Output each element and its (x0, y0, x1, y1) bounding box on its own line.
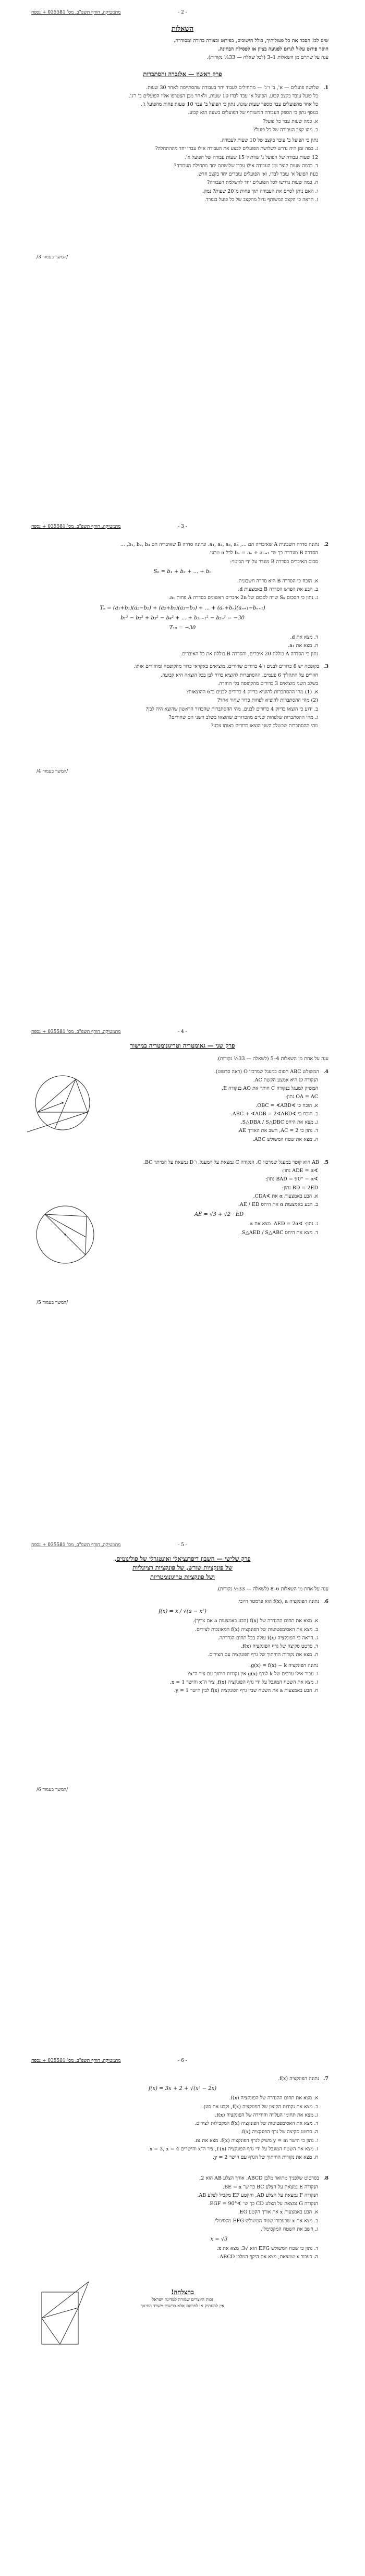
sub-question: מהי ההסתברות שבשלב השני הוצאו כדורים באותו צבע? (211, 723, 318, 729)
header-page-number: - 6 - (178, 2058, 187, 2063)
question-number: 5. (323, 1159, 328, 1165)
continued-note: /המשך בעמוד 3/ (36, 255, 68, 260)
question-4 (120, 1068, 328, 1143)
header-course: מתמטיקה, חורף תשפ"ב, מס' 035581 + נספח (31, 10, 121, 15)
q4-circle-diagram (26, 1071, 99, 1138)
question-text: בקופסה יש 8 כדורים לבנים ו־4 כדורים שחורים. מוציאים באקראי כדור מהקופסה ומחזירים אותו. (133, 664, 319, 670)
segment (86, 1216, 87, 1255)
formula: T₁₀ = −30 (169, 625, 196, 631)
page-body (36, 536, 328, 731)
sub-question: (2) מהי ההסתברות להוציא לפחות כדור שחור אחד? (217, 698, 318, 704)
segment (42, 2308, 78, 2318)
exam-page-4 (0, 1542, 365, 1813)
sub-question: ב. ידוע כי הוצאו בדיוק 4 כדורים לבנים. מהי ההסתברות שהכדור הראשון שהוצא היה לבן? (145, 706, 318, 712)
question-number: 4. (323, 1068, 328, 1075)
question-text: נתון כי הסדרה A כוללת 20 איברים, והסדרה B כוללת את כל האיברים. (180, 651, 318, 657)
part-title: ושל פונקציות טריגונומטריות (150, 1573, 215, 1581)
sub-question: ו. האם ניתן לסיים את העבודה תוך פחות מ־20 שעות? נמק. (202, 188, 318, 194)
question-text: כעת הפועל א' עובד לבדו, ואז הפועלים עובדים יחד בקצב חדש. (197, 171, 318, 177)
question-number: 6. (323, 1599, 328, 1604)
part-title: פרק ראשון — אלגברה והסתברות (143, 70, 222, 78)
question-text: שלושה פועלים — א', ב' ו־ג' — מתחילים לעבוד יחד בעבודה שהסתיימה לאחר 30 שעות. (146, 84, 319, 91)
segment (55, 1079, 76, 1129)
instruction-line: חוסר פירוט עלול לגרום לפגיעה בציון או לפסילת הבחינה. (218, 46, 328, 52)
question-text: ∢ADE = α נתון: (282, 1168, 318, 1174)
formula: x = √3 (210, 2236, 228, 2242)
page-header (31, 524, 334, 532)
sub-question: ג. מהי ההסתברות שלפחות שניים מהכדורים שהוצאו בשלב השני הם שחורים? (168, 714, 318, 720)
question-text: הנקודה E נמצאת על הצלע BC כך ש־ BE = x. (223, 2184, 318, 2190)
sub-question: א. הוכח כי ∢OBC = ∢ABD. (256, 1102, 318, 1109)
sub-question: ב. הבע את הפרש הסדרה B באמצעות d. (238, 587, 318, 592)
exam-page-1 (0, 9, 365, 280)
question-text: OA = AC נתון: (285, 1094, 318, 1100)
continued-note: /המשך בעמוד 5/ (36, 1300, 68, 1305)
part-note: ענה על אחת מן השאלות 6–8 (לשאלה — 33⅓ נקודות). (216, 1586, 328, 1592)
sub-question: ג. מצא את תחומי העלייה והירידה של הפונקציה f(x). (215, 2112, 318, 2118)
sub-question: ו. נתון כי הישר y = m משיק לגרף הפונקציה f(x). מצא את m. (194, 2137, 318, 2144)
segment (76, 1079, 88, 1112)
page-header (31, 9, 334, 18)
sub-question: ב. הוכח כי ∢ABC + ∢ADB = 2∢ABD. (230, 1111, 318, 1117)
copyright-note: אין להעתיק או לפרסם אלא ברשות משרד החינוך (140, 2304, 225, 2309)
center-point (62, 1102, 63, 1103)
question-text: נתונה הפונקציה f(x). (277, 2076, 319, 2082)
header-page-number: - 3 - (178, 524, 187, 529)
header-course: מתמטיקה, חורף תשפ"ב, מס' 035581 + נספח (31, 2058, 121, 2063)
segment (38, 1103, 63, 1112)
question-text: הסדרה B מוגדרת כך ש־ bₙ = aₙ + aₙ₊₁ לכל n טבעי. (208, 550, 318, 556)
question-text: BD = 2ED נתון: (282, 1185, 318, 1191)
header-page-number: - 5 - (178, 1542, 187, 1548)
questions-title: השאלות (171, 25, 194, 33)
question-text: 12 שעות עבודה של הפועל ג' שוות ל־15 שעות עבודה של הפועל א'. (184, 154, 318, 160)
header-page-number: - 2 - (178, 10, 187, 15)
question-text: חוזרים על התהליך 6 פעמים. ההסתברות להוציא כדור לבן בכל הוצאה היא קבועה. (161, 672, 318, 678)
sub-question: ב. מצא את נקודות הקיצון של הפונקציה f(x), וקבע את סוגן. (202, 2104, 318, 2110)
page-body (36, 2070, 328, 2310)
sub-question: ה. מצא את נקודות החיתוך של גרף הפונקציה עם הצירים. (208, 1652, 318, 1658)
exam-page-5 (0, 2058, 365, 2573)
question-7 (36, 2075, 328, 2161)
question-text: ∢BAD = 90° − α נתון: (265, 1176, 318, 1183)
formula: b₁² − b₂² + b₃² − b₄² + ... + b₂ₙ₋₁² − b₂ₙ² = −30 (120, 615, 245, 621)
continued-note: /המשך בעמוד 4/ (36, 769, 68, 774)
continued-note: /המשך בעמוד 6/ (36, 1787, 68, 1793)
header-course: מתמטיקה, חורף תשפ"ב, מס' 035581 + נספח (31, 1029, 121, 1035)
instruction-line: שים לב! הסבר את כל פעולותיך, כולל חישובים, בפירוט ובצורה ברורה ומסודרת. (173, 38, 328, 44)
sub-question: א. מצא את תחום ההגדרה של f(x) (הבע באמצעות a אם צריך). (192, 1618, 318, 1624)
formula: Tₙ = (a₁+b₁)(a₂−b₂) + (a₂+b₂)(a₃−b₃) + ... + (aₙ+bₙ)(aₙ₊₁−bₙ₊₁) (100, 605, 265, 611)
sub-question: א. הבע באמצעות x את אורך הקטע EG. (238, 2209, 318, 2216)
q8-rectangle-diagram (31, 2276, 99, 2355)
question-text: בסרטוט שלפניך מתואר מלבן ABCD. אורך הצלע AB הוא 2, (199, 2175, 319, 2182)
page-body (36, 22, 328, 205)
part-title: פרק שלישי — חשבון דיפרנציאלי ואינטגרלי של פולינומים, (114, 1555, 251, 1562)
sub-question: ג. נתון: ∢AED = 2α. מצא את α. (248, 1221, 318, 1227)
sub-question: ג. מצא את היחס S△DBA / S△DBC. (240, 1119, 318, 1125)
part-title: של פונקציות שורש, של פונקציות רציונליות (132, 1564, 233, 1572)
question-text: המשולש ABC חסום במעגל שמרכזו O (ראה סרטוט). (214, 1068, 319, 1075)
question-text: כל פועל עובד בקצב קבוע. הפועל א' עבד לבדו 10 שעות, ולאחר מכן הצטרפו אליו הפועלים ב' ו־ג'. (128, 93, 318, 99)
question-8 (110, 2175, 328, 2261)
header-course: מתמטיקה, חורף תשפ"ב, מס' 035581 + נספח (31, 524, 121, 529)
question-text: בשלב השני מוציאים 3 כדורים מהקופסה בלי החזרה. (217, 680, 318, 687)
sub-question: ד. נתון כי שטח המשולש EFG הוא √3. מצא את x. (216, 2246, 318, 2251)
formula: AE = √3 + √2 · ED (194, 1212, 244, 1218)
segment (45, 1214, 87, 1216)
question-text: בנוסף נתון כי הספק העבודה המשותף של הפועלים בשעה הוא קבוע. (188, 110, 318, 116)
question-text: המשיק למעגל בנקודה C חותך את AO בנקודה E. (222, 1086, 318, 1091)
page-header (31, 1542, 334, 1550)
sub-question: ג. הראה כי הפונקציה f(x) עולה בכל תחום הגדרתה. (217, 1635, 318, 1641)
sub-question: ז. מצא את השטח המוגבל על ידי גרף הפונקציה f′(x), ציר ה־x והישרים x = 3, x = 4. (148, 2146, 318, 2152)
question-number: 3. (323, 664, 328, 670)
question-text: כל אחד מהפועלים עבד מספר שעות שונה. נתון כי הפועל ב' עבד 10 שעות פחות מהפועל ג'. (141, 102, 318, 107)
question-number: 2. (323, 542, 328, 547)
sub-question: ב. הבע באמצעות α את היחס AE / ED. (238, 1202, 318, 1208)
sub-question: ב. מצא את x שבעבורו שטח המשולש EFG מקסימלי. (213, 2218, 318, 2224)
copyright-note: זכות היוצרים שמורה למדינת ישראל (152, 2297, 213, 2303)
part-note: ענה על אחת מן השאלות 4–5 (לשאלה — 33⅓ נקודות). (216, 1056, 328, 1062)
sub-question: ה. כמה שעות נדרשו לכל הפועלים יחד להשלמת העבודה? (207, 180, 318, 186)
question-6 (36, 1598, 328, 1695)
sub-question: א. (1) מהי ההסתברות להוציא בדיוק 4 כדורים לבנים ב־6 ההוצאות? (186, 689, 318, 695)
sub-question: ה. סרטט סקיצה של גרף הפונקציה f(x). (240, 2129, 318, 2135)
question-5 (110, 1159, 328, 1237)
center-point (64, 1234, 66, 1235)
part-title: פרק שני — גאומטריה וטריגונומטריה במישור (130, 1042, 235, 1049)
sub-question: ד. מצא את d. (290, 634, 318, 640)
sub-question: ד. סרטט סקיצה של גרף הפונקציה f(x). (241, 1644, 318, 1649)
sub-question: ח. הבע באמצעות a את השטח שבין גרף הפונקציה f(x) לבין הישר y = 1. (174, 1688, 318, 1694)
segment (42, 2318, 60, 2344)
end-title: בהצלחה! (171, 2288, 194, 2296)
sub-question: ד. מצא את האסימפטוטות של הפונקציה f(x) המקבילות לצירים. (194, 2121, 318, 2126)
sub-question: ה. מצא את a₁. (288, 642, 318, 649)
formula: f(x) = x / √(a − x²) (159, 1609, 206, 1615)
sub-question: ח. מצא את נקודות החיתוך של הגרף עם הישר y = 2. (213, 2155, 318, 2160)
sub-question: ד. בכמה שעות קוצר זמן העבודה אילו עבדו שלושתם יחד מתחילת העבודה? (174, 163, 318, 169)
sub-question: א. כמה שעות עבד כל פועל? (263, 118, 318, 125)
page-body (36, 1554, 328, 1696)
sub-question: ז. הראה כי הקצב המשותף גדול מהקצב של כל פועל בנפרד. (204, 196, 318, 203)
segment (38, 1079, 76, 1112)
question-text: נתונה הפונקציה f(x), a הוא פרמטר חיובי. (237, 1599, 319, 1604)
q5-circle-diagram (31, 1201, 99, 1268)
question-1 (36, 84, 328, 204)
question-text: הנקודה F נמצאת על הצלע AD, והקטע EF מקביל לצלע AB. (197, 2192, 318, 2198)
question-number: 1. (323, 84, 328, 91)
question-2 (36, 541, 328, 658)
sub-question: ז. מצא את השטח המוגבל על ידי גרף הפונקציה f(x), ציר ה־x והישר x = 1. (169, 1679, 318, 1685)
sub-question: ג. נתון כי הסכום Sₙ שווה לסכום של 2n איברים ראשונים בסדרה A פחות a₁. (168, 595, 318, 601)
segment (60, 2308, 78, 2344)
question-text: נתונה סדרה חשבונית A שאיבריה הם ..., a₁, a₂, a₃, a₄. ונתונה סדרה B שאיבריה הם b₁, b₂, b₃, ... (120, 542, 319, 547)
header-course: מתמטיקה, חורף תשפ"ב, מס' 035581 + נספח (31, 1542, 121, 1548)
question-number: 8. (323, 2175, 328, 2182)
exam-page-2 (0, 524, 365, 794)
question-text: AB הוא קוטר במעגל שמרכזו O. הנקודה C נמצאת על המעגל, ו־D נמצאת על המיתר BC. (143, 1159, 319, 1165)
sub-question: א. הוכח כי הסדרה B היא סדרה חשבונית. (237, 578, 318, 584)
question-3 (36, 663, 328, 730)
formula: f(x) = 3x + 2 + √(x² − 2x) (148, 2086, 217, 2092)
sub-question: ג. כמה זמן היה נדרש לשלושת הפועלים לבצע את העבודה אילו עבדו יחד מההתחלה? (155, 146, 318, 152)
question-number: 7. (323, 2076, 328, 2082)
instruction-line: ענה על שתיים מן השאלות 1–3 (לכל שאלה — 33⅓ נקודות). (206, 55, 328, 60)
sub-question: א. הבע באמצעות α את ∢CDA. (253, 1193, 318, 1199)
page-header (31, 2058, 334, 2066)
question-text: נתון כי הפועל ב' עובד בקצב של 10 שעות לעבודה. (220, 138, 318, 143)
sub-question: א. מצא את תחום ההגדרה של הפונקציה f(x). (229, 2095, 318, 2101)
sub-question: ה. מצא את שטח המשולש ABC. (252, 1136, 318, 1142)
formula: Sₙ = b₁ + b₂ + ... + bₙ (153, 568, 212, 575)
sub-question: ד. מצא את היחס S△AED / S△ABC. (240, 1229, 318, 1236)
sub-question: ב. מהו קצב העבודה של כל פועל? (253, 127, 318, 133)
question-text: הנקודה G נמצאת על הצלע CD כך ש־ ∢EGF = 90°. (208, 2201, 318, 2207)
question-text: סכום האיברים בסדרה B מוגדר על ידי הביטוי: (230, 558, 318, 565)
exam-page-3 (0, 1029, 365, 1321)
sub-question: ה. בעבור x שמצאת, מצא את היקף המלבן ABCD. (218, 2254, 318, 2260)
sub-question: ו. עבור אילו ערכים של k לגרף g(x) אין נקודות חיתוך עם ציר ה־x? (187, 1671, 318, 1677)
question-text: הנקודה D היא אמצע הקשת AC. (253, 1077, 318, 1083)
header-page-number: - 4 - (178, 1029, 187, 1035)
question-text: נתונה הפונקציה g(x) = f(x) − k. (249, 1662, 318, 1669)
sub-question: ד. נתון כי AC = 2, חשב את האורך AE. (237, 1128, 318, 1134)
sub-question: ב. מצא את האסימפטוטות של הפונקציה f(x) המאונכות לצירים. (194, 1626, 318, 1633)
sub-question: ג. חשב את השטח המקסימלי. (261, 2226, 318, 2232)
page-header (31, 1029, 334, 1037)
